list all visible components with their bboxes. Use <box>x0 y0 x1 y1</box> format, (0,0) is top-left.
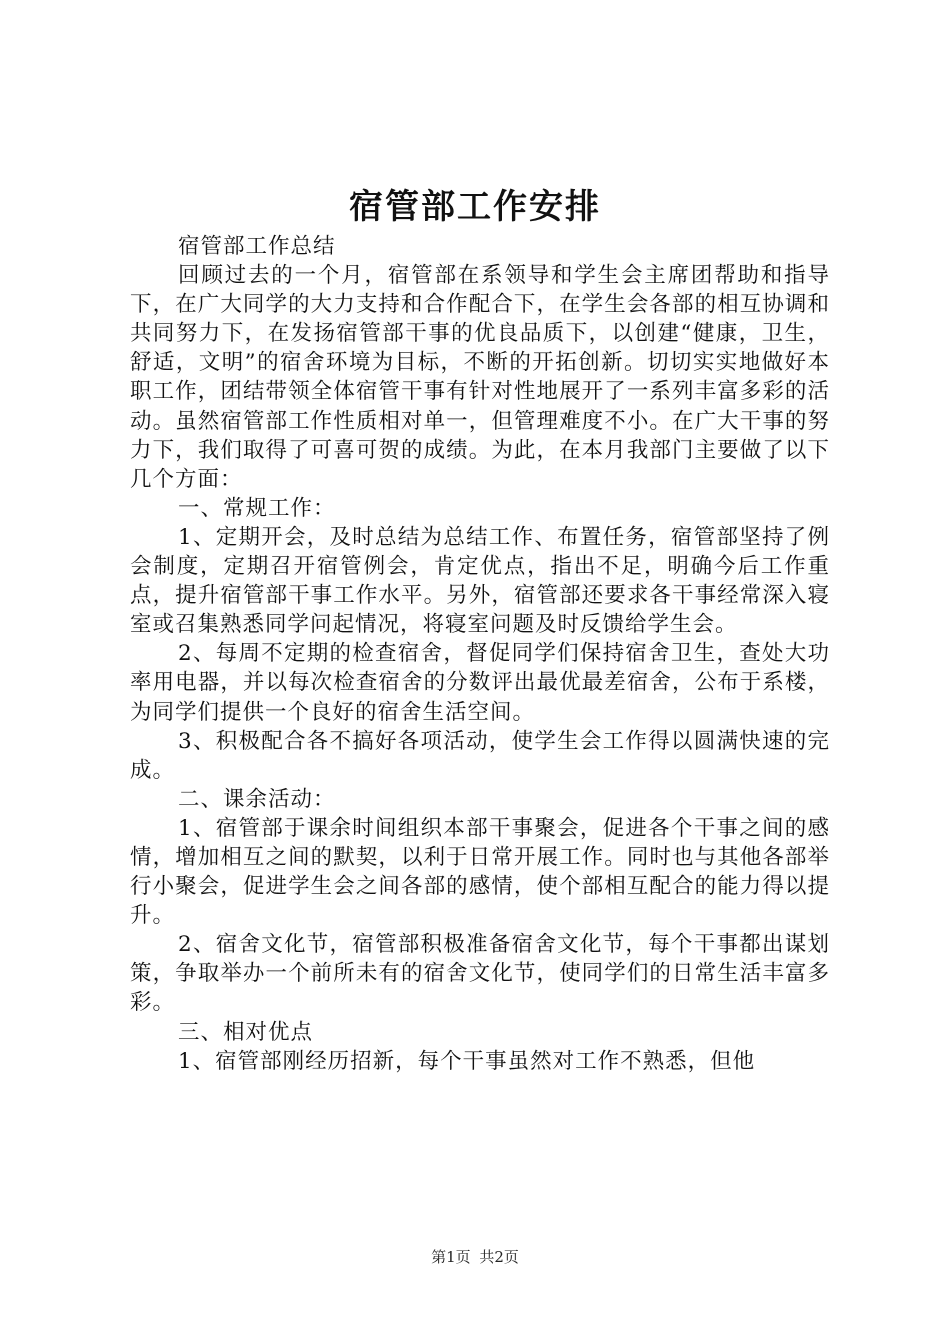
paragraph-advantages-1: 1、宿管部刚经历招新，每个干事虽然对工作不熟悉，但他 <box>178 1048 756 1074</box>
page-total: 共2页 <box>479 1248 519 1266</box>
section-heading-routine-work: 一、常规工作： <box>178 495 336 521</box>
paragraph-extracurricular-2: 2、宿舍文化节，宿管部积极准备宿舍文化节，每个干事都出谋划策，争取举办一个前所未有的宿舍文化节，使同学们的日常生活丰富多彩。 <box>130 932 830 1016</box>
section-heading-advantages: 三、相对优点 <box>178 1019 314 1045</box>
paragraph-extracurricular-1: 1、宿管部于课余时间组织本部干事聚会，促进各个干事之间的感情，增加相互之间的默契，以利于日常开展工作。同时也与其他各部举行小聚会，促进学生会之间各部的感情，使个部相互配合的能力得以提升。 <box>130 815 830 929</box>
page-footer <box>0 1246 950 1268</box>
paragraph-intro: 回顾过去的一个月，宿管部在系领导和学生会主席团帮助和指导下，在广大同学的大力支持和合作配合下，在学生会各部的相互协调和共同努力下，在发扬宿管部干事的优良品质下，以创建“健康，卫生，舒适，文明”的宿舍环境为目标，不断的开拓创新。切切实实地做好本职工作，团结带领全体宿管干事有针对性地展开了一系列丰富多彩的活动。虽然宿管部工作性质相对单一，但管理难度不小。在广大干事的努力下，我们取得了可喜可贺的成绩。为此，在本月我部门主要做了以下几个方面： <box>130 263 830 492</box>
document-title: 宿管部工作安排 <box>349 187 601 227</box>
paragraph-routine-1: 1、定期开会，及时总结为总结工作、布置任务，宿管部坚持了例会制度，定期召开宿管例会，肯定优点，指出不足，明确今后工作重点，提升宿管部干事工作水平。另外，宿管部还要求各干事经常深入寝室或召集熟悉同学问起情况，将寝室问题及时反馈给学生会。 <box>130 524 830 638</box>
paragraph-routine-3: 3、积极配合各不搞好各项活动，使学生会工作得以圆满快速的完成。 <box>130 728 830 783</box>
paragraph-subtitle: 宿管部工作总结 <box>178 234 336 259</box>
page-number: 第1页 <box>431 1248 471 1266</box>
section-heading-extracurricular: 二、课余活动： <box>178 786 336 812</box>
document-body <box>130 232 830 1076</box>
paragraph-routine-2: 2、每周不定期的检查宿舍，督促同学们保持宿舍卫生，查处大功率用电器，并以每次检查宿舍的分数评出最优最差宿舍，公布于系楼，为同学们提供一个良好的宿舍生活空间。 <box>130 641 830 725</box>
